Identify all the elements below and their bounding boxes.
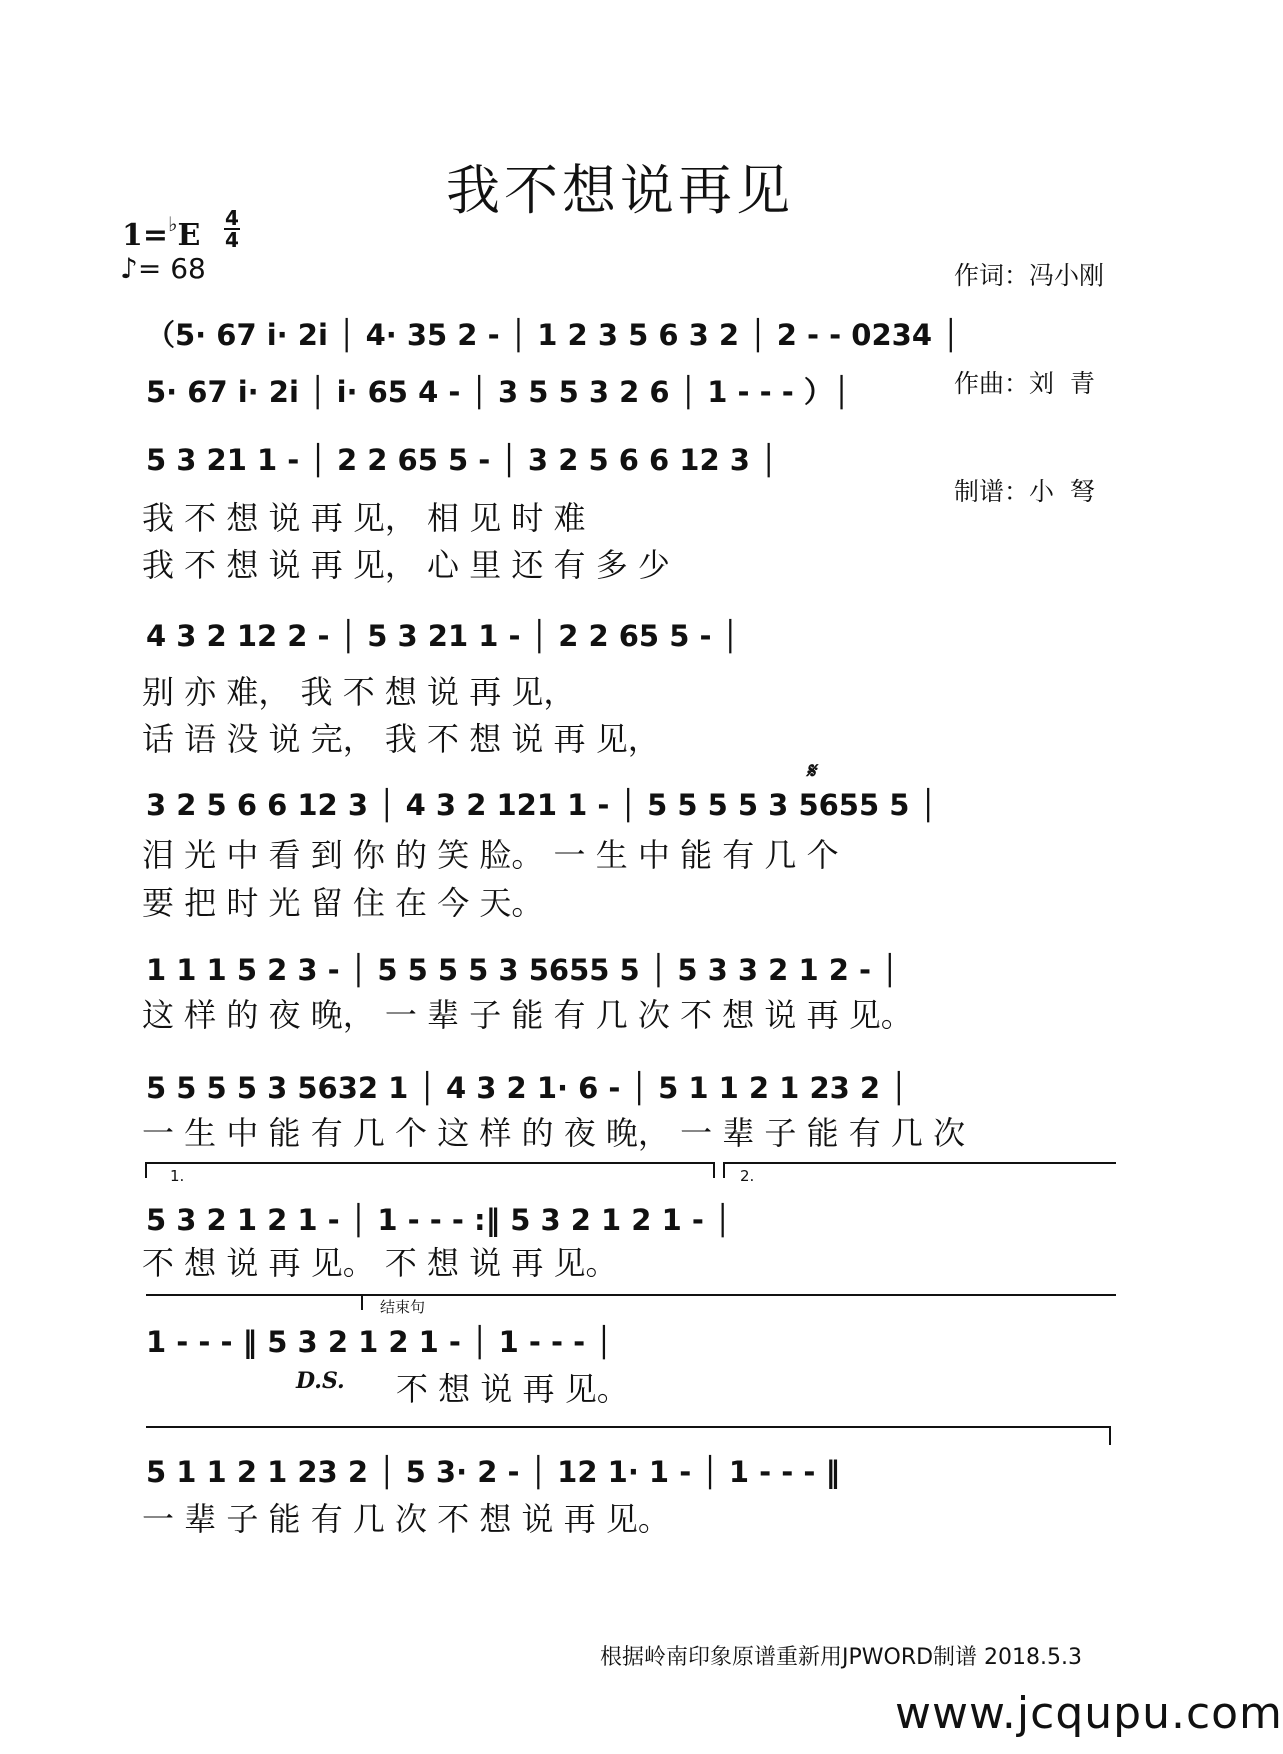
lyric-line-1: 我 不 想 说 再 见， 相 见 时 难 <box>142 499 586 537</box>
ds-marking: D.S. <box>296 1368 345 1394</box>
lyric-line-3: 别 亦 难， 我 不 想 说 再 见， <box>142 673 576 711</box>
volta-1-label: 1. <box>170 1167 185 1185</box>
flat-sign: ♭ <box>168 212 178 236</box>
lyricist-credit: 作词：冯小刚 <box>954 261 1105 290</box>
volta-2-label: 2. <box>740 1167 755 1185</box>
volta-2-bracket <box>724 1163 1116 1178</box>
notation-line-2: 5· 67 i· 2i │ i· 65 4 - │ 3 5 5 3 2 6 │ 1 - - - ）│ <box>146 375 851 409</box>
key-note: E <box>177 218 201 253</box>
lyric-line-10: 不 想 说 再 见。 <box>396 1370 629 1408</box>
segno-sign: 𝄋 <box>806 758 816 784</box>
final-phrase-bracket <box>146 1427 1110 1445</box>
notation-line-9: 1 - - - ‖ 5 3 2 1 2 1 - │ 1 - - - │ <box>146 1325 613 1359</box>
lyric-line-11: 一 辈 子 能 有 几 次 不 想 说 再 见。 <box>142 1500 670 1538</box>
notation-line-6: 1 1 1 5 2 3 - │ 5 5 5 5 3 5655 5 │ 5 3 3 2 1 2 - │ <box>146 953 899 987</box>
lyric-line-5: 泪 光 中 看 到 你 的 笑 脸。 一 生 中 能 有 几 个 <box>142 836 839 874</box>
notation-line-8: 5 3 2 1 2 1 - │ 1 - - - :‖ 5 3 2 1 2 1 - │ <box>146 1203 732 1237</box>
lyric-line-2: 我 不 想 说 再 见， 心 里 还 有 多 少 <box>142 546 670 584</box>
notation-line-3: 5 3 21 1 - │ 2 2 65 5 - │ 3 2 5 6 6 12 3 │ <box>146 443 778 477</box>
composer-credit: 作曲：刘 青 <box>954 369 1095 398</box>
time-signature-top: 4 <box>225 206 239 230</box>
footer-note: 根据岭南印象原谱重新用JPWORD制谱 2018.5.3 <box>600 1645 1083 1670</box>
notation-line-10: 5 1 1 2 1 23 2 │ 5 3· 2 - │ 12 1· 1 - │ 1 - - - ‖ <box>146 1455 841 1489</box>
tempo-marking: ♪= 68 <box>120 252 206 285</box>
arranger-credit: 制谱：小 弩 <box>954 477 1095 506</box>
notation-line-5: 3 2 5 6 6 12 3 │ 4 3 2 121 1 - │ 5 5 5 5 3 5655 5 │ <box>146 788 937 822</box>
key-prefix: 1= <box>122 218 169 253</box>
notation-line-1: （5· 67 i· 2i │ 4· 35 2 - │ 1 2 3 5 6 3 2 │ 2 - - 0234 │ <box>146 318 960 352</box>
lyric-line-6: 要 把 时 光 留 住 在 今 天。 <box>142 884 544 922</box>
lyric-line-9: 不 想 说 再 见。 不 想 说 再 见。 <box>142 1244 618 1282</box>
lyric-line-4: 话 语 没 说 完， 我 不 想 说 再 见， <box>142 720 660 758</box>
volta-1-bracket <box>146 1163 714 1178</box>
coda-label: 结束句 <box>380 1298 426 1316</box>
website-watermark: www.jcqupu.com <box>895 1688 1283 1739</box>
lyric-line-7: 这 样 的 夜 晚， 一 辈 子 能 有 几 次 不 想 说 再 见。 <box>142 996 913 1034</box>
lyric-line-8: 一 生 中 能 有 几 个 这 样 的 夜 晚， 一 辈 子 能 有 几 次 <box>142 1114 966 1152</box>
notation-line-4: 4 3 2 12 2 - │ 5 3 21 1 - │ 2 2 65 5 - │ <box>146 619 740 653</box>
song-title: 我不想说再见 <box>446 159 794 222</box>
time-signature-bottom: 4 <box>225 228 239 252</box>
notation-line-7: 5 5 5 5 3 5632 1 │ 4 3 2 1· 6 - │ 5 1 1 2 1 23 2 │ <box>146 1071 908 1105</box>
coda-bracket <box>362 1295 1116 1310</box>
